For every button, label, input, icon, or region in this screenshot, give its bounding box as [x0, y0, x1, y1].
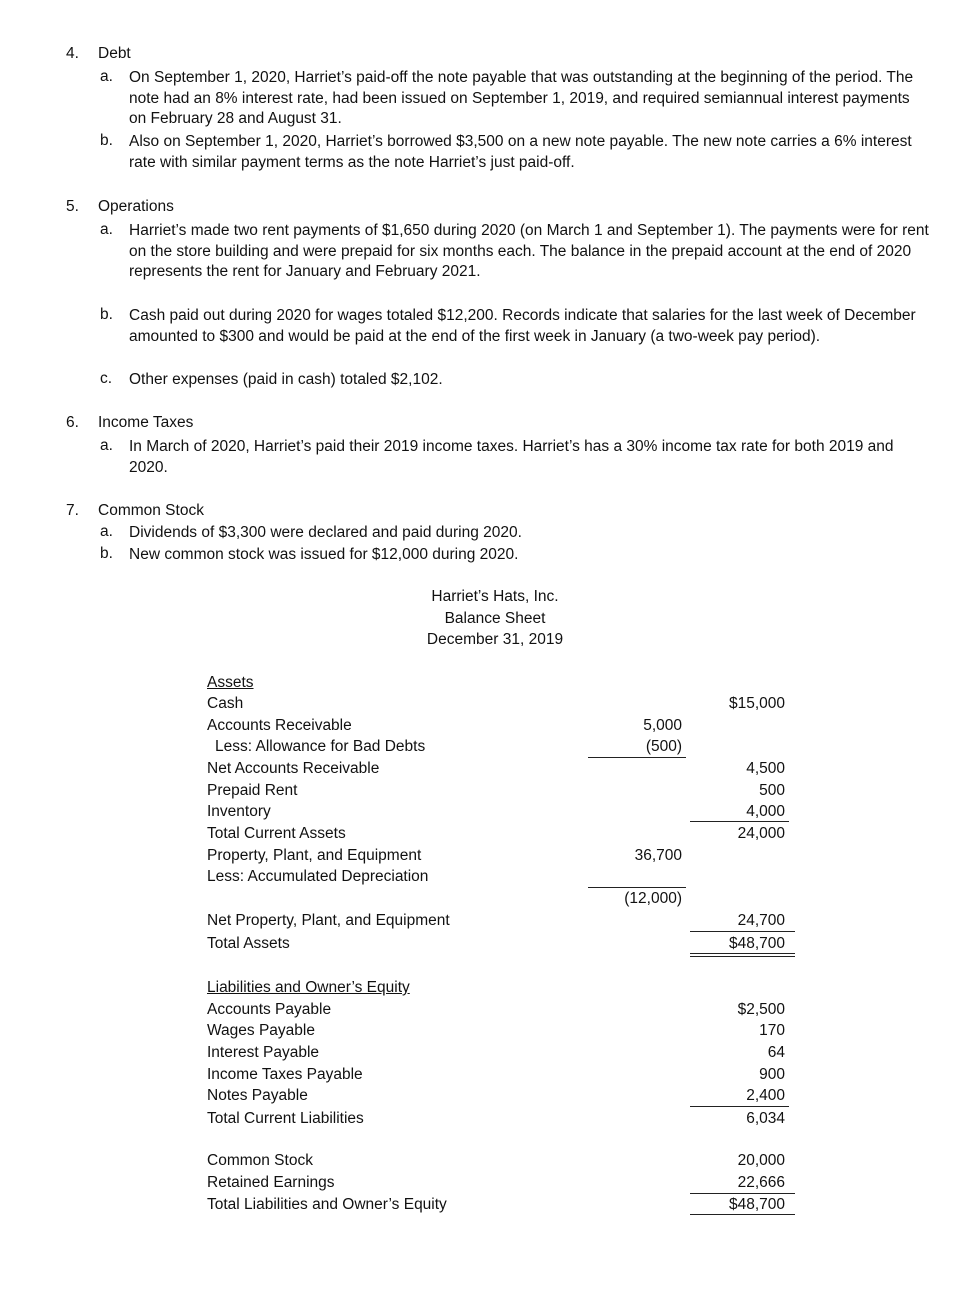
subtotal-rule — [690, 1193, 795, 1194]
item-number: 6. — [66, 414, 79, 431]
retained-earnings-label: Retained Earnings — [207, 1174, 335, 1191]
common-stock-total: 20,000 — [737, 1152, 785, 1169]
ppe-label: Property, Plant, and Equipment — [207, 847, 422, 864]
assets-heading: Assets — [207, 674, 254, 691]
accounts-payable-label: Accounts Payable — [207, 1001, 332, 1018]
item-heading: Income Taxes — [98, 414, 194, 431]
subitem-text: Cash paid out during 2020 for wages totaled $12,200. Records indicate that salaries for the last week of December amounted to $300 and would be paid at the end of the first week in January (a two-week pay period). — [129, 307, 916, 345]
notes-payable-total: 2,400 — [746, 1087, 785, 1104]
item-number: 5. — [66, 198, 79, 215]
ppe-amount: 36,700 — [634, 847, 682, 864]
wages-payable-total: 170 — [759, 1022, 785, 1039]
allowance-amount: (500) — [645, 738, 682, 755]
subitem-text: Harriet’s made two rent payments of $1,650 during 2020 (on March 1 and September 1). The payments were for rent on the store building and were prepaid for six months each. The balance in the prepaid account at the end of 2020 represents the rent for January and February 2021. — [129, 222, 929, 280]
interest-payable-total: 64 — [767, 1044, 785, 1061]
inventory-total: 4,000 — [746, 803, 785, 820]
subtotal-rule — [588, 887, 686, 888]
subitem-text: Other expenses (paid in cash) totaled $2,102. — [129, 371, 443, 388]
total-liab-equity-total: $48,700 — [728, 1196, 785, 1213]
liabilities-heading: Liabilities and Owner’s Equity — [207, 979, 410, 996]
subtotal-rule — [690, 1106, 789, 1107]
cash-label: Cash — [207, 695, 244, 712]
subitem-letter: a. — [100, 221, 113, 238]
income-taxes-payable-label: Income Taxes Payable — [207, 1066, 363, 1083]
wages-payable-label: Wages Payable — [207, 1022, 315, 1039]
subitem-letter: a. — [100, 68, 113, 85]
subitem-letter: b. — [100, 306, 113, 323]
cash-total: $15,000 — [728, 695, 785, 712]
statement-title: Balance Sheet — [444, 610, 546, 627]
statement-date: December 31, 2019 — [426, 631, 564, 648]
net-ar-total: 4,500 — [746, 760, 785, 777]
notes-payable-label: Notes Payable — [207, 1087, 308, 1104]
total-liab-equity-label: Total Liabilities and Owner’s Equity — [207, 1196, 447, 1213]
acc-dep-amount: (12,000) — [624, 890, 682, 907]
total-current-liabilities-total: 6,034 — [746, 1110, 785, 1127]
total-assets-total: $48,700 — [728, 935, 785, 952]
subtotal-rule — [690, 931, 795, 932]
total-rule — [690, 953, 795, 954]
subtotal-rule — [588, 757, 686, 758]
item-heading: Debt — [98, 45, 131, 62]
accounts-payable-total: $2,500 — [737, 1001, 785, 1018]
accounts-receivable-amount: 5,000 — [643, 717, 682, 734]
subitem-letter: b. — [100, 132, 113, 149]
inventory-label: Inventory — [207, 803, 271, 820]
net-ppe-label: Net Property, Plant, and Equipment — [207, 912, 450, 929]
acc-dep-label: Less: Accumulated Depreciation — [207, 868, 429, 885]
subitem-letter: a. — [100, 437, 113, 454]
item-number: 4. — [66, 45, 79, 62]
subitem-text: Also on September 1, 2020, Harriet’s borrowed $3,500 on a new note payable. The new note carries a 6% interest rate with similar payment terms as the note Harriet’s just paid-off. — [129, 133, 912, 171]
accounts-receivable-label: Accounts Receivable — [207, 717, 352, 734]
total-assets-label: Total Assets — [207, 935, 290, 952]
company-name: Harriet’s Hats, Inc. — [431, 588, 559, 605]
subitem-letter: c. — [100, 370, 113, 387]
total-rule — [690, 956, 795, 957]
subitem-text: Dividends of $3,300 were declared and paid during 2020. — [129, 524, 522, 541]
net-ar-label: Net Accounts Receivable — [207, 760, 380, 777]
common-stock-label: Common Stock — [207, 1152, 313, 1169]
subitem-text: New common stock was issued for $12,000 during 2020. — [129, 546, 519, 563]
subitem-letter: b. — [100, 545, 113, 562]
prepaid-rent-total: 500 — [759, 782, 785, 799]
total-current-liabilities-label: Total Current Liabilities — [207, 1110, 364, 1127]
subtotal-rule — [690, 821, 789, 822]
item-heading: Operations — [98, 198, 174, 215]
subitem-letter: a. — [100, 523, 113, 540]
total-current-assets-total: 24,000 — [737, 825, 785, 842]
allowance-label: Less: Allowance for Bad Debts — [215, 738, 426, 755]
total-rule — [690, 1214, 795, 1215]
subitem-text: On September 1, 2020, Harriet’s paid-off the note payable that was outstanding at the beginning of the period. The note had an 8% interest rate, had been issued on September 1, 2019, and required semiannual interest payments on February 28 and August 31. — [129, 69, 914, 127]
prepaid-rent-label: Prepaid Rent — [207, 782, 298, 799]
retained-earnings-total: 22,666 — [737, 1174, 785, 1191]
item-heading: Common Stock — [98, 502, 204, 519]
item-number: 7. — [66, 502, 79, 519]
income-taxes-payable-total: 900 — [759, 1066, 785, 1083]
interest-payable-label: Interest Payable — [207, 1044, 320, 1061]
total-current-assets-label: Total Current Assets — [207, 825, 346, 842]
subitem-text: In March of 2020, Harriet’s paid their 2019 income taxes. Harriet’s has a 30% income tax rate for both 2019 and 2020. — [129, 438, 894, 476]
net-ppe-total: 24,700 — [737, 912, 785, 929]
